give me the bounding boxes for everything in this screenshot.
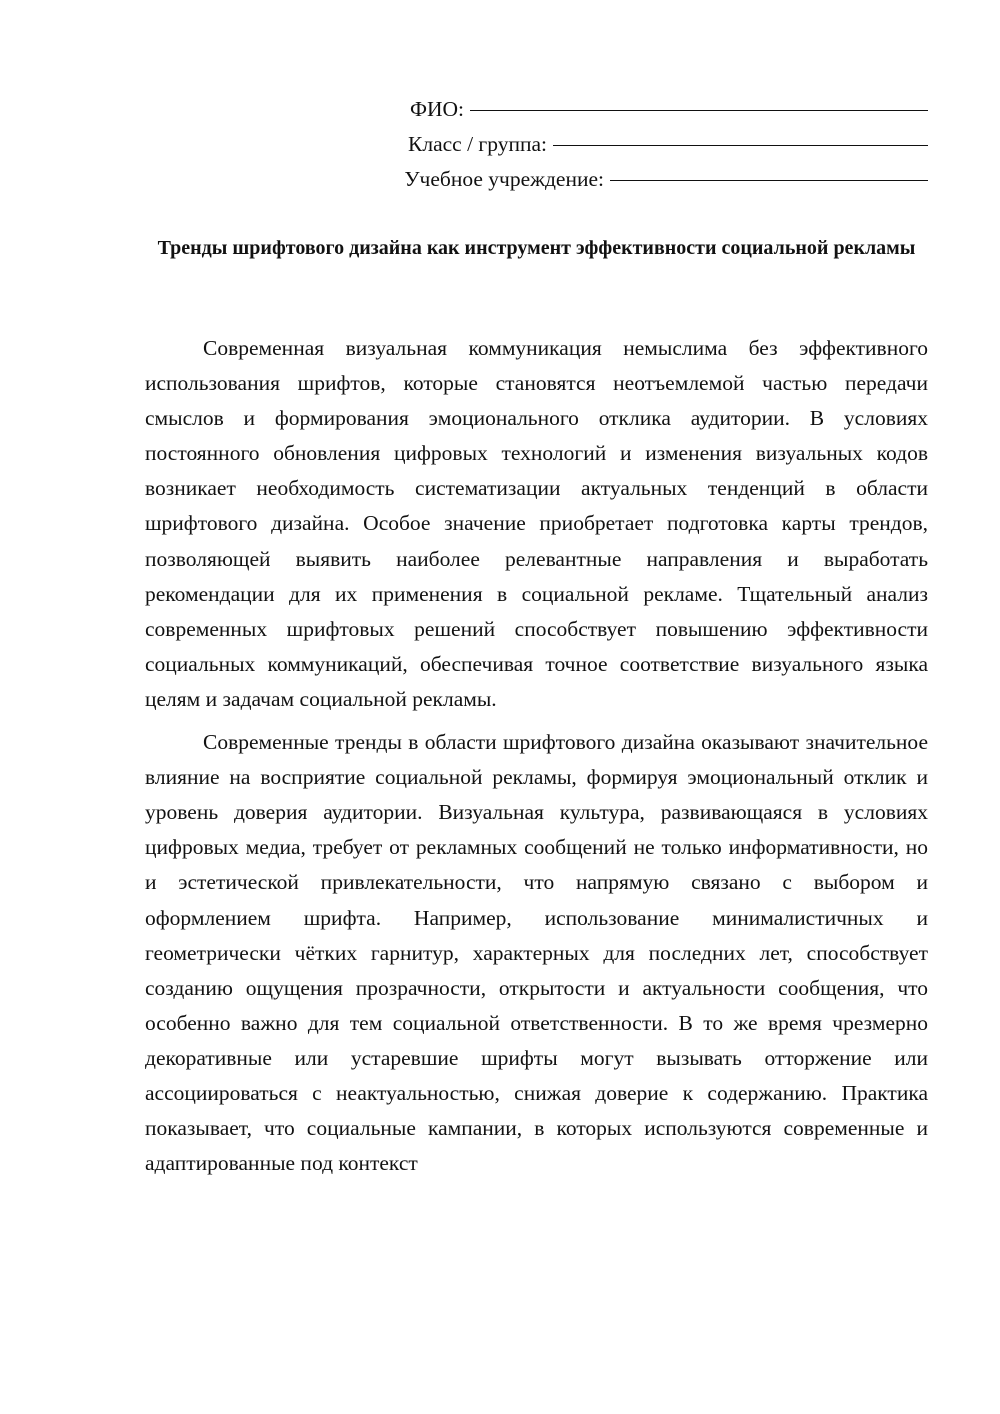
class-blank-line xyxy=(553,145,928,146)
fio-label: ФИО: xyxy=(409,97,464,121)
fio-row xyxy=(368,92,928,127)
fio-blank-line xyxy=(470,110,928,111)
institution-blank-line xyxy=(610,180,928,181)
body-text xyxy=(145,331,928,1189)
document-title: Тренды шрифтового дизайна как инструмент эффективности социальной рекламы xyxy=(157,237,916,259)
institution-label: Учебное учреждение: xyxy=(404,167,604,191)
class-label: Класс / группа: xyxy=(408,132,547,156)
class-row xyxy=(368,127,928,162)
paragraph-2: Современные тренды в области шрифтового дизайна оказывают значительное влияние на восприятие социальной рекламы, формируя эмоциональный отклик и уровень доверия аудитории. Визуальная культура, развивающаяся в условиях цифровых медиа, требует от рекламных сообщений не только информативности, но и эстетической привлекательности, что напрямую связано с выбором и оформлением шрифта. Например, использование минималистичных и геометрически чётких гарнитур, характерных для последних лет, способствует созданию ощущения прозрачности, открытости и актуальности сообщения, что особенно важно для тем социальной ответственности. В то же время чрезмерно декоративные или устаревшие шрифты могут вызывать отторжение или ассоциироваться с неактуальностью, снижая доверие к содержанию. Практика показывает, что социальные кампании, в которых используются современные и адаптированные под контекст xyxy=(145,730,928,1176)
paragraph-1: Современная визуальная коммуникация немыслима без эффективного использования шрифтов, которые становятся неотъемлемой частью передачи смыслов и формирования эмоционального отклика аудитории. В условиях постоянного обновления цифровых технологий и изменения визуальных кодов возникает необходимость систематизации актуальных тенденций в области шрифтового дизайна. Особое значение приобретает подготовка карты трендов, позволяющей выявить наиболее релевантные направления и выработать рекомендации для их применения в социальной рекламе. Тщательный анализ современных шрифтовых решений способствует повышению эффективности социальных коммуникаций, обеспечивая точное соответствие визуального языка целям и задачам социальной рекламы. xyxy=(145,336,928,711)
institution-row xyxy=(368,162,928,197)
student-info-block xyxy=(368,92,928,197)
